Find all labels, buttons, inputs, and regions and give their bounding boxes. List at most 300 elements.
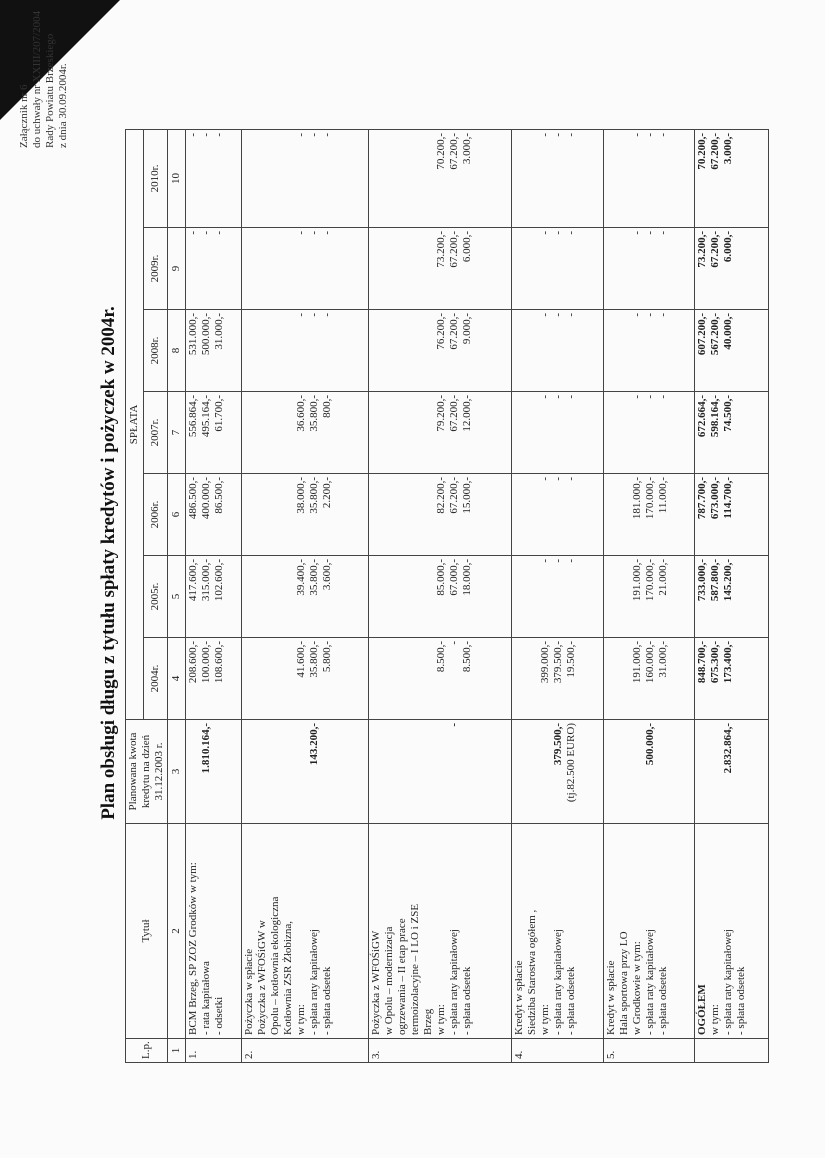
value-stack [243, 477, 334, 552]
spacer [243, 723, 256, 820]
spacer [618, 231, 631, 306]
header-col-number: 5 [168, 556, 186, 638]
spacer [282, 641, 295, 716]
value-total: - [539, 132, 552, 137]
value-total: 733.000,- [696, 559, 709, 602]
spacer [256, 559, 269, 634]
spacer [526, 559, 539, 634]
value-odsetki: - [565, 559, 578, 563]
spacer [513, 313, 526, 388]
title-line: Pożyczka z WFOŚiGW [369, 930, 382, 1035]
value-kapital: 673.000,- [709, 477, 722, 520]
value-total: - [539, 231, 552, 235]
value-kapital: - [200, 132, 212, 137]
kwota-lines [370, 723, 461, 820]
value-stack [187, 477, 226, 552]
year-cell [368, 310, 512, 392]
sum-year-cell [695, 474, 769, 556]
value-odsetki: 12.000,- [460, 395, 473, 432]
spacer [618, 723, 631, 820]
row-kwota [242, 720, 368, 824]
value-odsetki: - [565, 477, 578, 481]
spacer [370, 231, 383, 306]
value-total: 848.700,- [696, 641, 709, 684]
value-kapital: - [308, 132, 321, 137]
row-lp: 5. [603, 1039, 694, 1063]
value-total: 191.000,- [630, 641, 643, 684]
kwota-value: 379.500,- [552, 723, 565, 766]
value-stack [605, 133, 670, 224]
spacer [243, 313, 256, 388]
title-line: - rata kapitałowa [200, 961, 212, 1035]
value-kapital: 67.200,- [709, 231, 722, 268]
spacer [513, 395, 526, 470]
value-total: - [187, 231, 199, 235]
value-stack [605, 641, 670, 716]
spacer [422, 231, 435, 306]
value-stack [243, 641, 334, 716]
value-kapital: 160.000,- [643, 641, 656, 684]
kwota-value: 143.200,- [308, 723, 321, 766]
value-kapital: 400.000,- [200, 477, 212, 520]
header-year: 2005r. [143, 556, 167, 638]
spacer [243, 559, 256, 634]
sum-year-cell [695, 392, 769, 474]
spacer [396, 133, 409, 224]
value-odsetki: 74.500,- [722, 395, 735, 432]
value-odsetki: 3.000,- [722, 132, 735, 165]
spacer [396, 477, 409, 552]
value-odsetki: 800,- [321, 395, 334, 418]
table-row [512, 129, 603, 1062]
year-cell [512, 129, 603, 227]
spacer [513, 133, 526, 224]
value-kapital: 67.200,- [447, 231, 460, 268]
table-row [603, 129, 694, 1062]
value-odsetki: 173.400,- [722, 641, 735, 684]
year-cell [512, 228, 603, 310]
kwota-lines [605, 723, 657, 820]
value-stack [513, 133, 578, 224]
value-total: 607.200,- [696, 313, 709, 356]
spacer [526, 477, 539, 552]
kwota-value: 500.000,- [643, 723, 656, 766]
spacer [422, 723, 435, 820]
title-line: - spłata odsetek [735, 966, 748, 1035]
title-line: Kredyt w spłacie [513, 960, 526, 1035]
value-stack [696, 395, 735, 470]
value-odsetki: 31.000,- [213, 313, 225, 350]
value-odsetki: 86.500,- [213, 477, 225, 514]
spacer [256, 641, 269, 716]
title-line: - spłata raty kapitałowej [722, 929, 735, 1035]
spacer [539, 723, 552, 820]
value-total: 417.600,- [187, 559, 199, 602]
value-kapital: - [308, 231, 321, 235]
spacer [435, 723, 448, 820]
annex-line: do uchwały nr XXIII/207/2004 [31, 10, 43, 148]
spacer [269, 313, 282, 388]
value-total: - [539, 313, 552, 317]
value-odsetki: - [321, 231, 334, 235]
value-total: 531.000,- [187, 313, 199, 356]
year-cell [186, 310, 242, 392]
year-cell [186, 474, 242, 556]
title-line: w tym: [295, 1004, 308, 1035]
header-col-number: 2 [168, 824, 186, 1039]
spacer [696, 723, 709, 820]
spacer [526, 133, 539, 224]
row-lp: 1. [186, 1039, 242, 1063]
year-cell [368, 556, 512, 638]
value-odsetki: 8.500,- [460, 641, 473, 673]
value-total: - [539, 559, 552, 563]
title-line: - spłata raty kapitałowej [308, 929, 321, 1035]
row-lp: 2. [242, 1039, 368, 1063]
header-year: 2004r. [143, 638, 167, 720]
year-cell [603, 392, 694, 474]
value-total: 556.864,- [187, 395, 199, 438]
spacer [605, 231, 618, 306]
year-cell [603, 228, 694, 310]
value-total: - [630, 231, 643, 235]
header-year: 2006r. [143, 474, 167, 556]
title-line: termoizolacyjne – I LO i ZSE [408, 903, 421, 1035]
value-kapital: - [200, 231, 212, 235]
spacer [256, 133, 269, 224]
title-line: - spłata odsetek [321, 966, 334, 1035]
spacer [618, 313, 631, 388]
title-line: Opolu – kotłownia ekologiczna [269, 896, 282, 1035]
value-total: 672.664,- [696, 395, 709, 438]
value-total: 41.600,- [295, 641, 308, 678]
value-stack [187, 133, 226, 224]
value-kapital: 500.000,- [200, 313, 212, 356]
value-kapital: 67.200,- [447, 477, 460, 514]
spacer [243, 133, 256, 224]
spacer [282, 395, 295, 470]
value-odsetki: - [656, 132, 669, 137]
year-cell [242, 474, 368, 556]
spacer [396, 313, 409, 388]
header-col-number: 4 [168, 638, 186, 720]
value-stack [605, 313, 670, 388]
spacer [631, 723, 644, 820]
value-kapital: 379.500,- [552, 641, 565, 684]
spacer [513, 477, 526, 552]
value-odsetki: 40.000,- [722, 313, 735, 350]
spacer [422, 395, 435, 470]
title-line: w Opolu – modernizacja [382, 926, 395, 1035]
spacer [370, 395, 383, 470]
year-cell [512, 310, 603, 392]
value-kapital: 67.200,- [709, 132, 722, 170]
value-kapital: - [643, 231, 656, 235]
value-total: 191.000,- [630, 559, 643, 602]
header-col-number: 1 [168, 1039, 186, 1063]
value-odsetki: 11.000,- [656, 477, 669, 514]
sum-year-cell [695, 228, 769, 310]
value-stack [370, 477, 474, 552]
year-cell [186, 392, 242, 474]
value-kapital: - [552, 313, 565, 317]
value-stack [513, 559, 578, 634]
spacer [282, 133, 295, 224]
spacer [269, 723, 282, 820]
value-total: 70.200,- [696, 132, 709, 170]
spacer [618, 641, 631, 716]
value-odsetki: 18.000,- [460, 559, 473, 596]
row-title [603, 824, 694, 1039]
year-cell [242, 638, 368, 720]
value-total: 85.000,- [434, 559, 447, 596]
spacer [618, 477, 631, 552]
title-line: Hala sportowa przy LO [617, 931, 630, 1035]
value-total: 399.000,- [539, 641, 552, 684]
value-kapital: - [552, 395, 565, 399]
value-kapital: 675.300,- [709, 641, 722, 684]
value-odsetki: 3.600,- [321, 559, 334, 591]
row-kwota [368, 720, 512, 824]
value-stack [187, 395, 226, 470]
kwota-note: (tj.82.500 EURO) [565, 723, 578, 803]
spacer [370, 641, 383, 716]
debt-table [125, 129, 769, 1063]
sum-row [695, 129, 769, 1062]
row-kwota [186, 720, 242, 824]
value-total: 208.600,- [187, 641, 199, 684]
spacer [282, 477, 295, 552]
value-kapital: 315.000,- [200, 559, 212, 602]
row-title [368, 824, 512, 1039]
value-kapital: - [643, 313, 656, 317]
value-stack [243, 395, 334, 470]
annex-line: z dnia 30.09.2004r. [57, 63, 69, 148]
spacer [409, 559, 422, 634]
spacer [618, 395, 631, 470]
value-total: 70.200,- [434, 132, 447, 170]
value-odsetki: 102.600,- [213, 559, 225, 602]
spacer [269, 641, 282, 716]
spacer [269, 559, 282, 634]
title-line: - odsetki [213, 996, 225, 1035]
title-line: - spłata raty kapitałowej [552, 929, 565, 1035]
year-cell [242, 228, 368, 310]
value-odsetki: - [565, 231, 578, 235]
row-title [512, 824, 603, 1039]
spacer [256, 477, 269, 552]
value-total: 79.200,- [434, 395, 447, 432]
spacer [282, 313, 295, 388]
value-odsetki: - [656, 313, 669, 317]
value-stack [187, 641, 226, 716]
title-line: Siedziba Starostwa ogółem , [526, 909, 539, 1035]
spacer [422, 559, 435, 634]
value-total: 39.400,- [295, 559, 308, 596]
value-stack [187, 559, 226, 634]
value-odsetki: 114.700,- [722, 477, 735, 519]
spacer [256, 313, 269, 388]
spacer [605, 559, 618, 634]
spacer [282, 559, 295, 634]
header-year: 2007r. [143, 392, 167, 474]
year-cell [242, 556, 368, 638]
year-cell [186, 228, 242, 310]
value-total: 486.500,- [187, 477, 199, 520]
value-kapital: 35.800,- [308, 641, 321, 678]
spacer [513, 559, 526, 634]
header-col-number: 6 [168, 474, 186, 556]
value-total: 8.500,- [434, 641, 447, 673]
value-odsetki: 108.600,- [213, 641, 225, 684]
year-cell [512, 556, 603, 638]
value-kapital: 67.000,- [447, 559, 460, 596]
spacer [243, 641, 256, 716]
title-line: Kredyt w spłacie [604, 960, 617, 1035]
spacer [526, 313, 539, 388]
annex-line: Załącznik nr 6 [18, 84, 30, 148]
year-cell [368, 638, 512, 720]
spacer [269, 231, 282, 306]
document-title: Plan obsługi długu z tytułu spłaty kredytów i pożyczek w 2004r. [98, 306, 119, 820]
value-odsetki: 6.000,- [460, 231, 473, 263]
spacer [256, 723, 269, 820]
year-cell [242, 392, 368, 474]
spacer [605, 723, 618, 820]
row-title [242, 824, 368, 1039]
spacer [269, 133, 282, 224]
row-lp: 4. [512, 1039, 603, 1063]
value-odsetki: - [213, 231, 225, 235]
value-total: - [630, 132, 643, 137]
spacer [409, 395, 422, 470]
spacer [618, 133, 631, 224]
value-kapital: 567.200,- [709, 313, 722, 356]
value-total: - [187, 132, 199, 137]
value-total: 73.200,- [696, 231, 709, 268]
value-stack [696, 231, 735, 306]
value-kapital: 67.200,- [447, 313, 460, 350]
value-stack [696, 133, 735, 224]
value-total: 787.700,- [696, 477, 709, 520]
value-stack [370, 395, 474, 470]
year-cell [603, 310, 694, 392]
value-stack [513, 231, 578, 306]
value-stack [513, 641, 578, 716]
header-year: 2009r. [143, 228, 167, 310]
value-odsetki: - [656, 231, 669, 235]
value-stack [243, 313, 334, 388]
value-odsetki: - [321, 313, 334, 317]
title-line: BCM Brzeg, SP ZOZ Grodków w tym: [187, 862, 199, 1035]
table-body [186, 129, 769, 1062]
spacer [383, 641, 396, 716]
value-stack [370, 231, 474, 306]
value-kapital: 35.800,- [308, 477, 321, 514]
spacer [256, 231, 269, 306]
sum-title [695, 824, 769, 1039]
value-stack [696, 313, 735, 388]
spacer [526, 723, 539, 820]
year-cell [512, 638, 603, 720]
row-kwota [603, 720, 694, 824]
spacer [513, 231, 526, 306]
spacer [383, 559, 396, 634]
year-cell [368, 474, 512, 556]
value-kapital: 35.800,- [308, 395, 321, 432]
spacer [409, 723, 422, 820]
value-kapital: 170.000,- [643, 559, 656, 602]
year-cell [603, 638, 694, 720]
header-tytul: Tytuł [126, 824, 168, 1039]
year-cell [603, 474, 694, 556]
spacer [526, 641, 539, 716]
spacer [383, 395, 396, 470]
value-kapital: 100.000,- [200, 641, 212, 684]
spacer [526, 395, 539, 470]
header-col-number: 9 [168, 228, 186, 310]
spacer [605, 641, 618, 716]
spacer [409, 231, 422, 306]
spacer [618, 559, 631, 634]
spacer [709, 723, 722, 820]
spacer [269, 395, 282, 470]
value-stack [513, 313, 578, 388]
value-stack [243, 559, 334, 634]
value-kapital: 170.000,- [643, 477, 656, 520]
value-stack [605, 231, 670, 306]
value-odsetki: 9.000,- [460, 313, 473, 345]
title-line: w Grodkowie w tym: [630, 941, 643, 1035]
row-title [186, 824, 242, 1039]
value-kapital: - [643, 395, 656, 399]
value-stack [370, 641, 474, 716]
value-total: 76.200,- [434, 313, 447, 350]
value-odsetki: 2.200,- [321, 477, 334, 509]
spacer [422, 477, 435, 552]
spacer [269, 477, 282, 552]
year-cell [186, 556, 242, 638]
spacer [409, 313, 422, 388]
value-total: 82.200,- [434, 477, 447, 514]
title-line: Pożyczka z WFOŚiGW w [256, 920, 269, 1035]
kwota-lines [513, 723, 578, 820]
value-odsetki: - [565, 395, 578, 399]
title-lines [187, 827, 226, 1035]
title-line: - spłata odsetek [656, 966, 669, 1035]
value-odsetki: 31.000,- [656, 641, 669, 678]
value-stack [605, 395, 670, 470]
spacer [396, 231, 409, 306]
sum-kwota [695, 720, 769, 824]
value-total: - [295, 313, 308, 317]
spacer [370, 477, 383, 552]
annex-line: Rady Powiatu Brzeskiego [44, 33, 56, 148]
value-stack [605, 559, 670, 634]
value-stack [370, 313, 474, 388]
value-total: - [539, 477, 552, 481]
spacer [243, 477, 256, 552]
value-total: 181.000,- [630, 477, 643, 520]
kwota-lines [187, 723, 213, 820]
header-number-row [168, 129, 186, 1062]
table-row [186, 129, 242, 1062]
year-cell [186, 129, 242, 227]
value-stack [243, 231, 334, 306]
row-lp: 3. [368, 1039, 512, 1063]
header-col-number: 3 [168, 720, 186, 824]
title-lines [243, 827, 334, 1035]
